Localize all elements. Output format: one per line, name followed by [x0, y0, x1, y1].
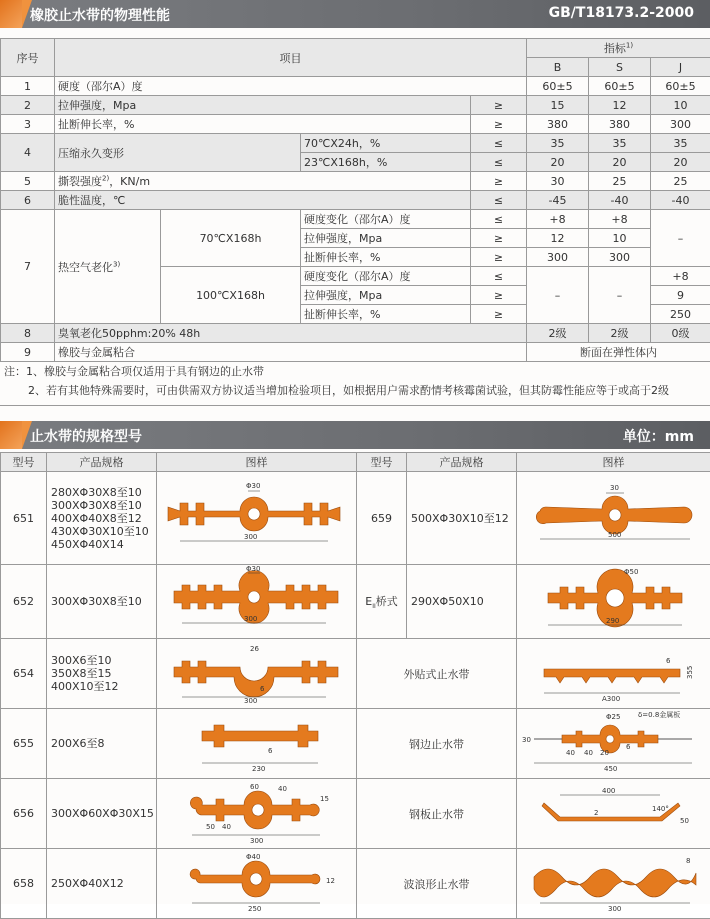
dim-thick: 6: [626, 743, 631, 751]
index-label: 指标: [604, 42, 626, 55]
spec-656: 300XΦ60XΦ30X15: [47, 779, 157, 849]
row-no: 4: [1, 134, 55, 172]
dim-hole: Φ30: [246, 565, 260, 573]
diagram-steel-edge: [517, 709, 710, 779]
value-j: 0级: [651, 324, 710, 343]
row-subitem: 硬度变化（邵尔A）度: [301, 210, 471, 229]
operator: ≤: [471, 210, 527, 229]
dim-20: 20: [600, 749, 609, 757]
col-model-header: 型号: [1, 453, 47, 472]
waterstop-steel-edge-drawing: [520, 709, 710, 775]
dim-width: 230: [252, 765, 265, 773]
diagram-wave: [517, 849, 710, 919]
dim-end: 50: [680, 817, 689, 825]
dim-15: 15: [320, 795, 329, 803]
value-j: 9: [651, 286, 710, 305]
value-s: 10: [589, 229, 651, 248]
band-shape: [174, 661, 338, 697]
table-row: [1, 343, 710, 362]
row-no: 1: [1, 77, 55, 96]
center-hole: [248, 508, 260, 520]
col-b-header: B: [527, 58, 589, 77]
row-item: [55, 172, 471, 191]
notes: [0, 360, 710, 406]
value-j: 20: [651, 153, 710, 172]
spec-line: 300X6至10: [51, 654, 153, 667]
value-j: -40: [651, 191, 710, 210]
center-hole: [248, 591, 260, 603]
value-s: 380: [589, 115, 651, 134]
condition-70: 70℃X168h: [161, 210, 301, 267]
spec-line: 350X8至15: [51, 667, 153, 680]
row-item: 脆性温度，℃: [55, 191, 471, 210]
spec-line: 280XΦ30X8至10: [51, 486, 153, 499]
spec-658: 250XΦ40X12: [47, 849, 157, 919]
dim-width: 300: [244, 533, 257, 541]
section-title: 橡胶止水带的物理性能: [30, 5, 170, 25]
value-s: +8: [589, 210, 651, 229]
diagram-651: [157, 472, 357, 565]
table-row: [1, 210, 710, 229]
center-hole: [606, 735, 614, 743]
diagram-654: [157, 639, 357, 709]
dim-width: 300: [250, 837, 263, 845]
row-item: [55, 210, 161, 324]
row-subitem: 拉伸强度，Mpa: [301, 229, 471, 248]
col-no-header: 序号: [1, 39, 55, 77]
dim-angle: 140°: [652, 805, 669, 813]
value-j: +8: [651, 267, 710, 286]
value-b: 35: [527, 134, 589, 153]
row-no: 9: [1, 343, 55, 362]
section-title: 止水带的规格型号: [30, 426, 142, 446]
band-shape: [544, 669, 680, 683]
value-merged: 断面在弹性体内: [527, 343, 710, 362]
row-no: 7: [1, 210, 55, 324]
dim-thick: 2: [594, 809, 598, 817]
row-no: 6: [1, 191, 55, 210]
waterstop-654-drawing: [160, 639, 354, 705]
spec-line: 400X10至12: [51, 680, 153, 693]
operator: ≥: [471, 305, 527, 324]
model-e: [357, 565, 407, 639]
dim-width: 300: [608, 905, 621, 913]
center-hole: [252, 804, 264, 816]
table-row: [1, 96, 710, 115]
value-s: 300: [589, 248, 651, 267]
value-s: 12: [589, 96, 651, 115]
dim-width: A300: [602, 695, 620, 703]
dim-thick: 6: [268, 747, 273, 755]
row-no: 8: [1, 324, 55, 343]
item-text: 热空气老化: [58, 261, 113, 274]
operator: ≥: [471, 115, 527, 134]
row-item: 扯断伸长率，%: [55, 115, 471, 134]
condition-100: 100℃X168h: [161, 267, 301, 324]
operator: ≤: [471, 153, 527, 172]
operator: ≤: [471, 267, 527, 286]
col-model-header: 型号: [357, 453, 407, 472]
table-row: [1, 115, 710, 134]
value-b: 15: [527, 96, 589, 115]
type-external: 外贴式止水带: [357, 639, 517, 709]
model-652: 652: [1, 565, 47, 639]
spec-651: [47, 472, 157, 565]
table-row: [1, 191, 710, 210]
col-index-header: [527, 39, 710, 58]
waterstop-external-drawing: [520, 639, 710, 705]
model-659: 659: [357, 472, 407, 565]
dim-hole: Φ40: [246, 853, 260, 861]
dim-width: 400: [602, 787, 615, 795]
value-s: 35: [589, 134, 651, 153]
row-item: 硬度（邵尔A）度: [55, 77, 527, 96]
center-hole: [606, 589, 624, 607]
band-shape: [202, 725, 318, 747]
model-658: 658: [1, 849, 47, 919]
dim-hole: 30: [610, 484, 619, 492]
spec-row: [1, 779, 710, 849]
spec-line: 450XΦ40X14: [51, 538, 153, 551]
value-j: 35: [651, 134, 710, 153]
row-item: 压缩永久变形: [55, 134, 301, 172]
spec-row: [1, 472, 710, 565]
table-row: [1, 324, 710, 343]
dim-width: 450: [604, 765, 617, 773]
spec-row: [1, 639, 710, 709]
dim-hole: Φ50: [624, 568, 638, 576]
waterstop-656-drawing: [160, 779, 354, 845]
value-j: 60±5: [651, 77, 710, 96]
col-diagram-header: 图样: [157, 453, 357, 472]
dim-thick: 12: [326, 877, 335, 885]
value-j: 10: [651, 96, 710, 115]
value-b: 12: [527, 229, 589, 248]
value-b: 20: [527, 153, 589, 172]
row-no: 5: [1, 172, 55, 191]
spec-659: 500XΦ30X10至12: [407, 472, 517, 565]
unit-label: 单位：mm: [623, 426, 694, 446]
col-s-header: S: [589, 58, 651, 77]
value-b: 300: [527, 248, 589, 267]
value-s: 2级: [589, 324, 651, 343]
waterstop-steel-plate-drawing: [520, 779, 710, 845]
index-note: 1): [626, 41, 633, 49]
model-655: 655: [1, 709, 47, 779]
band-shape: [534, 869, 696, 897]
waterstop-658-drawing: [160, 849, 354, 915]
waterstop-e-drawing: [520, 565, 710, 635]
diagram-656: [157, 779, 357, 849]
dim-width: 300: [244, 697, 257, 705]
spec-652: 300XΦ30X8至10: [47, 565, 157, 639]
value-b: –: [527, 267, 589, 324]
dim-40: 40: [278, 785, 287, 793]
spec-row: [1, 565, 710, 639]
item-note: 2): [102, 174, 109, 182]
value-s: –: [589, 267, 651, 324]
value-j: –: [651, 210, 710, 267]
row-subitem: 拉伸强度，Mpa: [301, 286, 471, 305]
dim-50: 50: [206, 823, 215, 831]
type-wave: 波浪形止水带: [357, 849, 517, 919]
waterstop-651-drawing: [160, 477, 354, 557]
section-physical-header: [0, 0, 710, 28]
accent-stripe: [0, 421, 22, 449]
center-hole: [250, 873, 262, 885]
value-b: 2级: [527, 324, 589, 343]
dim-width: 500: [608, 531, 621, 539]
standard-code: GB/T18173.2-2000: [549, 5, 694, 21]
value-s: 25: [589, 172, 651, 191]
diagram-658: [157, 849, 357, 919]
row-subitem: 70℃X24h，%: [301, 134, 471, 153]
row-subitem: 23℃X168h，%: [301, 153, 471, 172]
value-s: 60±5: [589, 77, 651, 96]
operator: ≤: [471, 134, 527, 153]
diagram-655: [157, 709, 357, 779]
spec-row: [1, 849, 710, 919]
dim-plate: δ=0.8金属板: [638, 710, 680, 719]
diagram-e: [517, 565, 710, 639]
item-text: 撕裂强度: [58, 175, 102, 188]
model-e-sub: II: [372, 603, 376, 610]
dim-hole: Φ30: [246, 482, 260, 490]
waterstop-655-drawing: [160, 709, 354, 775]
dim-top: 26: [250, 645, 259, 653]
value-b: +8: [527, 210, 589, 229]
dim-width: 290: [606, 617, 619, 625]
note-1: 注：1、橡胶与金属粘合项仅适用于具有钢边的止水带: [4, 362, 706, 381]
dim-top: 60: [250, 783, 259, 791]
dim-40b: 40: [584, 749, 593, 757]
value-j: 25: [651, 172, 710, 191]
col-spec-header: 产品规格: [407, 453, 517, 472]
dim-left: 30: [522, 736, 531, 744]
row-subitem: 硬度变化（邵尔A）度: [301, 267, 471, 286]
spec-655: 200X6至8: [47, 709, 157, 779]
dim-width: 300: [244, 615, 257, 623]
spec-line: 300XΦ30X8至10: [51, 499, 153, 512]
model-654: 654: [1, 639, 47, 709]
operator: ≥: [471, 172, 527, 191]
operator: ≤: [471, 191, 527, 210]
value-s: 20: [589, 153, 651, 172]
operator: ≥: [471, 229, 527, 248]
waterstop-659-drawing: [520, 477, 710, 557]
row-item: 拉伸强度，Mpa: [55, 96, 471, 115]
operator: ≥: [471, 96, 527, 115]
type-steel-plate: 钢板止水带: [357, 779, 517, 849]
value-s: -40: [589, 191, 651, 210]
diagram-external: [517, 639, 710, 709]
model-e-letter: E: [365, 595, 372, 608]
table-row: [1, 172, 710, 191]
col-diagram-header: 图样: [517, 453, 710, 472]
value-b: 60±5: [527, 77, 589, 96]
model-656: 656: [1, 779, 47, 849]
note-2: 2、若有其他特殊需要时，可由供需双方协议适当增加检验项目，如根据用户需求酌情考核霉菌试验，但其防霉性能应等于或高于2级: [4, 381, 706, 400]
spec-header-row: [1, 453, 710, 472]
dim-thick: 6: [260, 685, 265, 693]
value-b: 30: [527, 172, 589, 191]
model-651: 651: [1, 472, 47, 565]
row-item: 橡胶与金属粘合: [55, 343, 527, 362]
dim-width: 250: [248, 905, 261, 913]
center-hole: [609, 509, 621, 521]
dim-hole: Φ25: [606, 713, 620, 721]
item-unit: ，KN/m: [109, 175, 150, 188]
value-j: 250: [651, 305, 710, 324]
row-no: 2: [1, 96, 55, 115]
item-note: 3): [113, 260, 120, 268]
spec-row: [1, 709, 710, 779]
table-row: [1, 77, 710, 96]
section-spec-header: [0, 421, 710, 449]
value-b: -45: [527, 191, 589, 210]
operator: ≥: [471, 248, 527, 267]
diagram-steel-plate: [517, 779, 710, 849]
dim-height: 355: [686, 666, 694, 679]
spec-line: 430XΦ30X10至10: [51, 525, 153, 538]
dim-top: 6: [666, 657, 671, 665]
model-e-tail: 桥式: [376, 595, 398, 608]
spec-table: [0, 452, 710, 919]
row-subitem: 扯断伸长率，%: [301, 305, 471, 324]
col-j-header: J: [651, 58, 710, 77]
waterstop-wave-drawing: [520, 849, 710, 915]
spec-654: [47, 639, 157, 709]
row-subitem: 扯断伸长率，%: [301, 248, 471, 267]
type-steel-edge: 钢边止水带: [357, 709, 517, 779]
physical-properties-grid: [0, 38, 710, 362]
row-no: 3: [1, 115, 55, 134]
dim-thick: 8: [686, 857, 690, 865]
row-item: 臭氧老化50pphm:20% 48h: [55, 324, 527, 343]
diagram-659: [517, 472, 710, 565]
waterstop-652-drawing: [160, 565, 354, 635]
accent-stripe: [0, 0, 22, 28]
spec-line: 400XΦ40X8至12: [51, 512, 153, 525]
dim-40a: 40: [566, 749, 575, 757]
col-item-header: 项目: [55, 39, 527, 77]
operator: ≥: [471, 286, 527, 305]
value-j: 300: [651, 115, 710, 134]
value-b: 380: [527, 115, 589, 134]
col-spec-header: 产品规格: [47, 453, 157, 472]
diagram-652: [157, 565, 357, 639]
spec-e: 290XΦ50X10: [407, 565, 517, 639]
table-row: [1, 134, 710, 153]
dim-40b: 40: [222, 823, 231, 831]
